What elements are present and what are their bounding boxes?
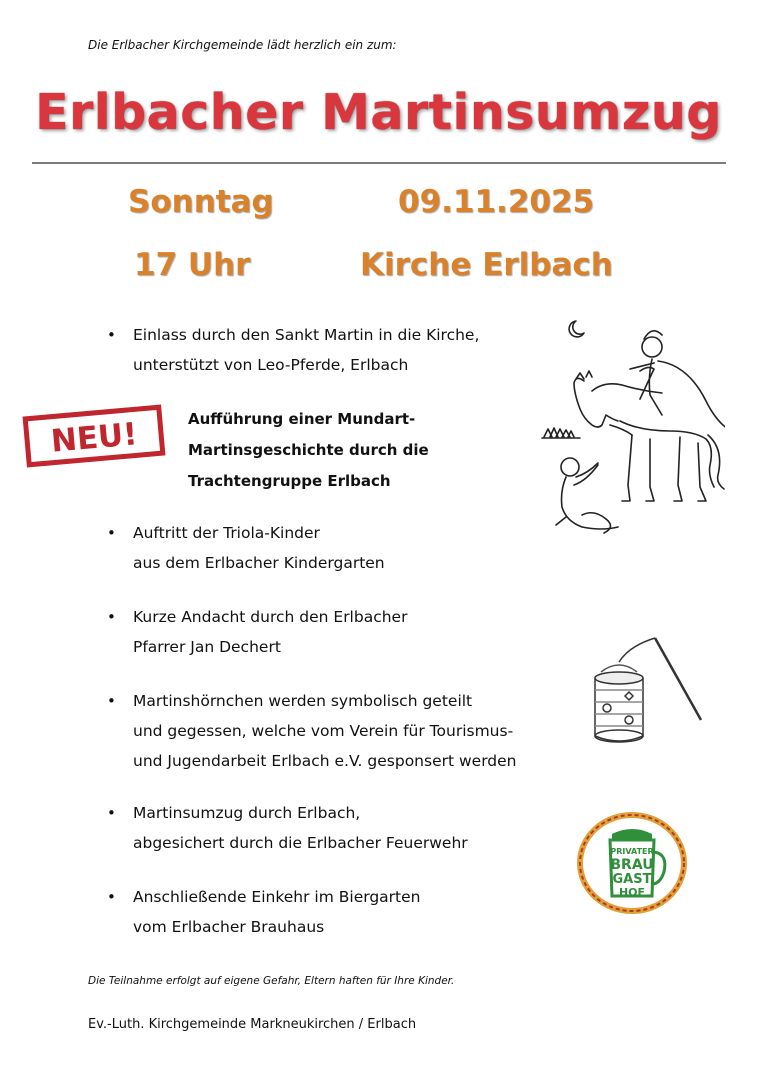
intro-text: Die Erlbacher Kirchgemeinde lädt herzlich ein zum: <box>88 38 397 52</box>
logo-text-3: GAST <box>612 872 652 887</box>
bullet: • <box>107 692 116 710</box>
bullet: • <box>107 608 116 626</box>
logo-text-4: HOF <box>618 886 646 899</box>
lantern-illustration <box>585 632 710 752</box>
bullet: • <box>107 524 116 542</box>
lantern-string <box>619 638 655 662</box>
event-date: 09.11.2025 <box>398 184 595 220</box>
event-day: Sonntag <box>128 184 274 220</box>
lantern-stick <box>655 638 701 720</box>
organizer-text: Ev.-Luth. Kirchgemeinde Markneukirchen / Erlbach <box>88 1017 417 1032</box>
bullet: • <box>107 804 116 822</box>
moon-icon <box>569 321 584 337</box>
saint-martin-illustration <box>540 315 725 545</box>
list-item: Aufführung einer Mundart- Martinsgeschichte durch die Trachtengruppe Erlbach <box>188 410 429 490</box>
list-item: • Martinsumzug durch Erlbach, abgesichert durch die Erlbacher Feuerwehr <box>133 798 468 858</box>
bullet: • <box>107 888 116 906</box>
logo-text-2: BRAU <box>610 857 654 873</box>
event-place: Kirche Erlbach <box>360 247 613 283</box>
list-item: • Martinshörnchen werden symbolisch geteilt und gegessen, welche vom Verein für Tourismus- und Jugendarbeit Erlbach e.V. gesponsert werden <box>133 686 517 776</box>
new-stamp-text: NEU! <box>49 416 139 460</box>
list-item: • Einlass durch den Sankt Martin in die Kirche, unterstützt von Leo-Pferde, Erlbach <box>133 320 479 380</box>
event-time: 17 Uhr <box>134 247 251 283</box>
disclaimer-text: Die Teilnahme erfolgt auf eigene Gefahr, Eltern haften für Ihre Kinder. <box>88 975 455 987</box>
list-item: • Kurze Andacht durch den Erlbacher Pfarrer Jan Dechert <box>133 602 407 662</box>
bullet: • <box>107 326 116 344</box>
page-title: Erlbacher Martinsumzug <box>35 84 722 141</box>
brewery-logo <box>576 812 688 914</box>
list-item: • Auftritt der Triola-Kinder aus dem Erlbacher Kindergarten <box>133 518 385 578</box>
title-divider <box>32 162 726 164</box>
logo-text-1: PRIVATER <box>610 847 654 856</box>
new-stamp <box>22 404 166 468</box>
list-item: • Anschließende Einkehr im Biergarten vom Erlbacher Brauhaus <box>133 882 420 942</box>
